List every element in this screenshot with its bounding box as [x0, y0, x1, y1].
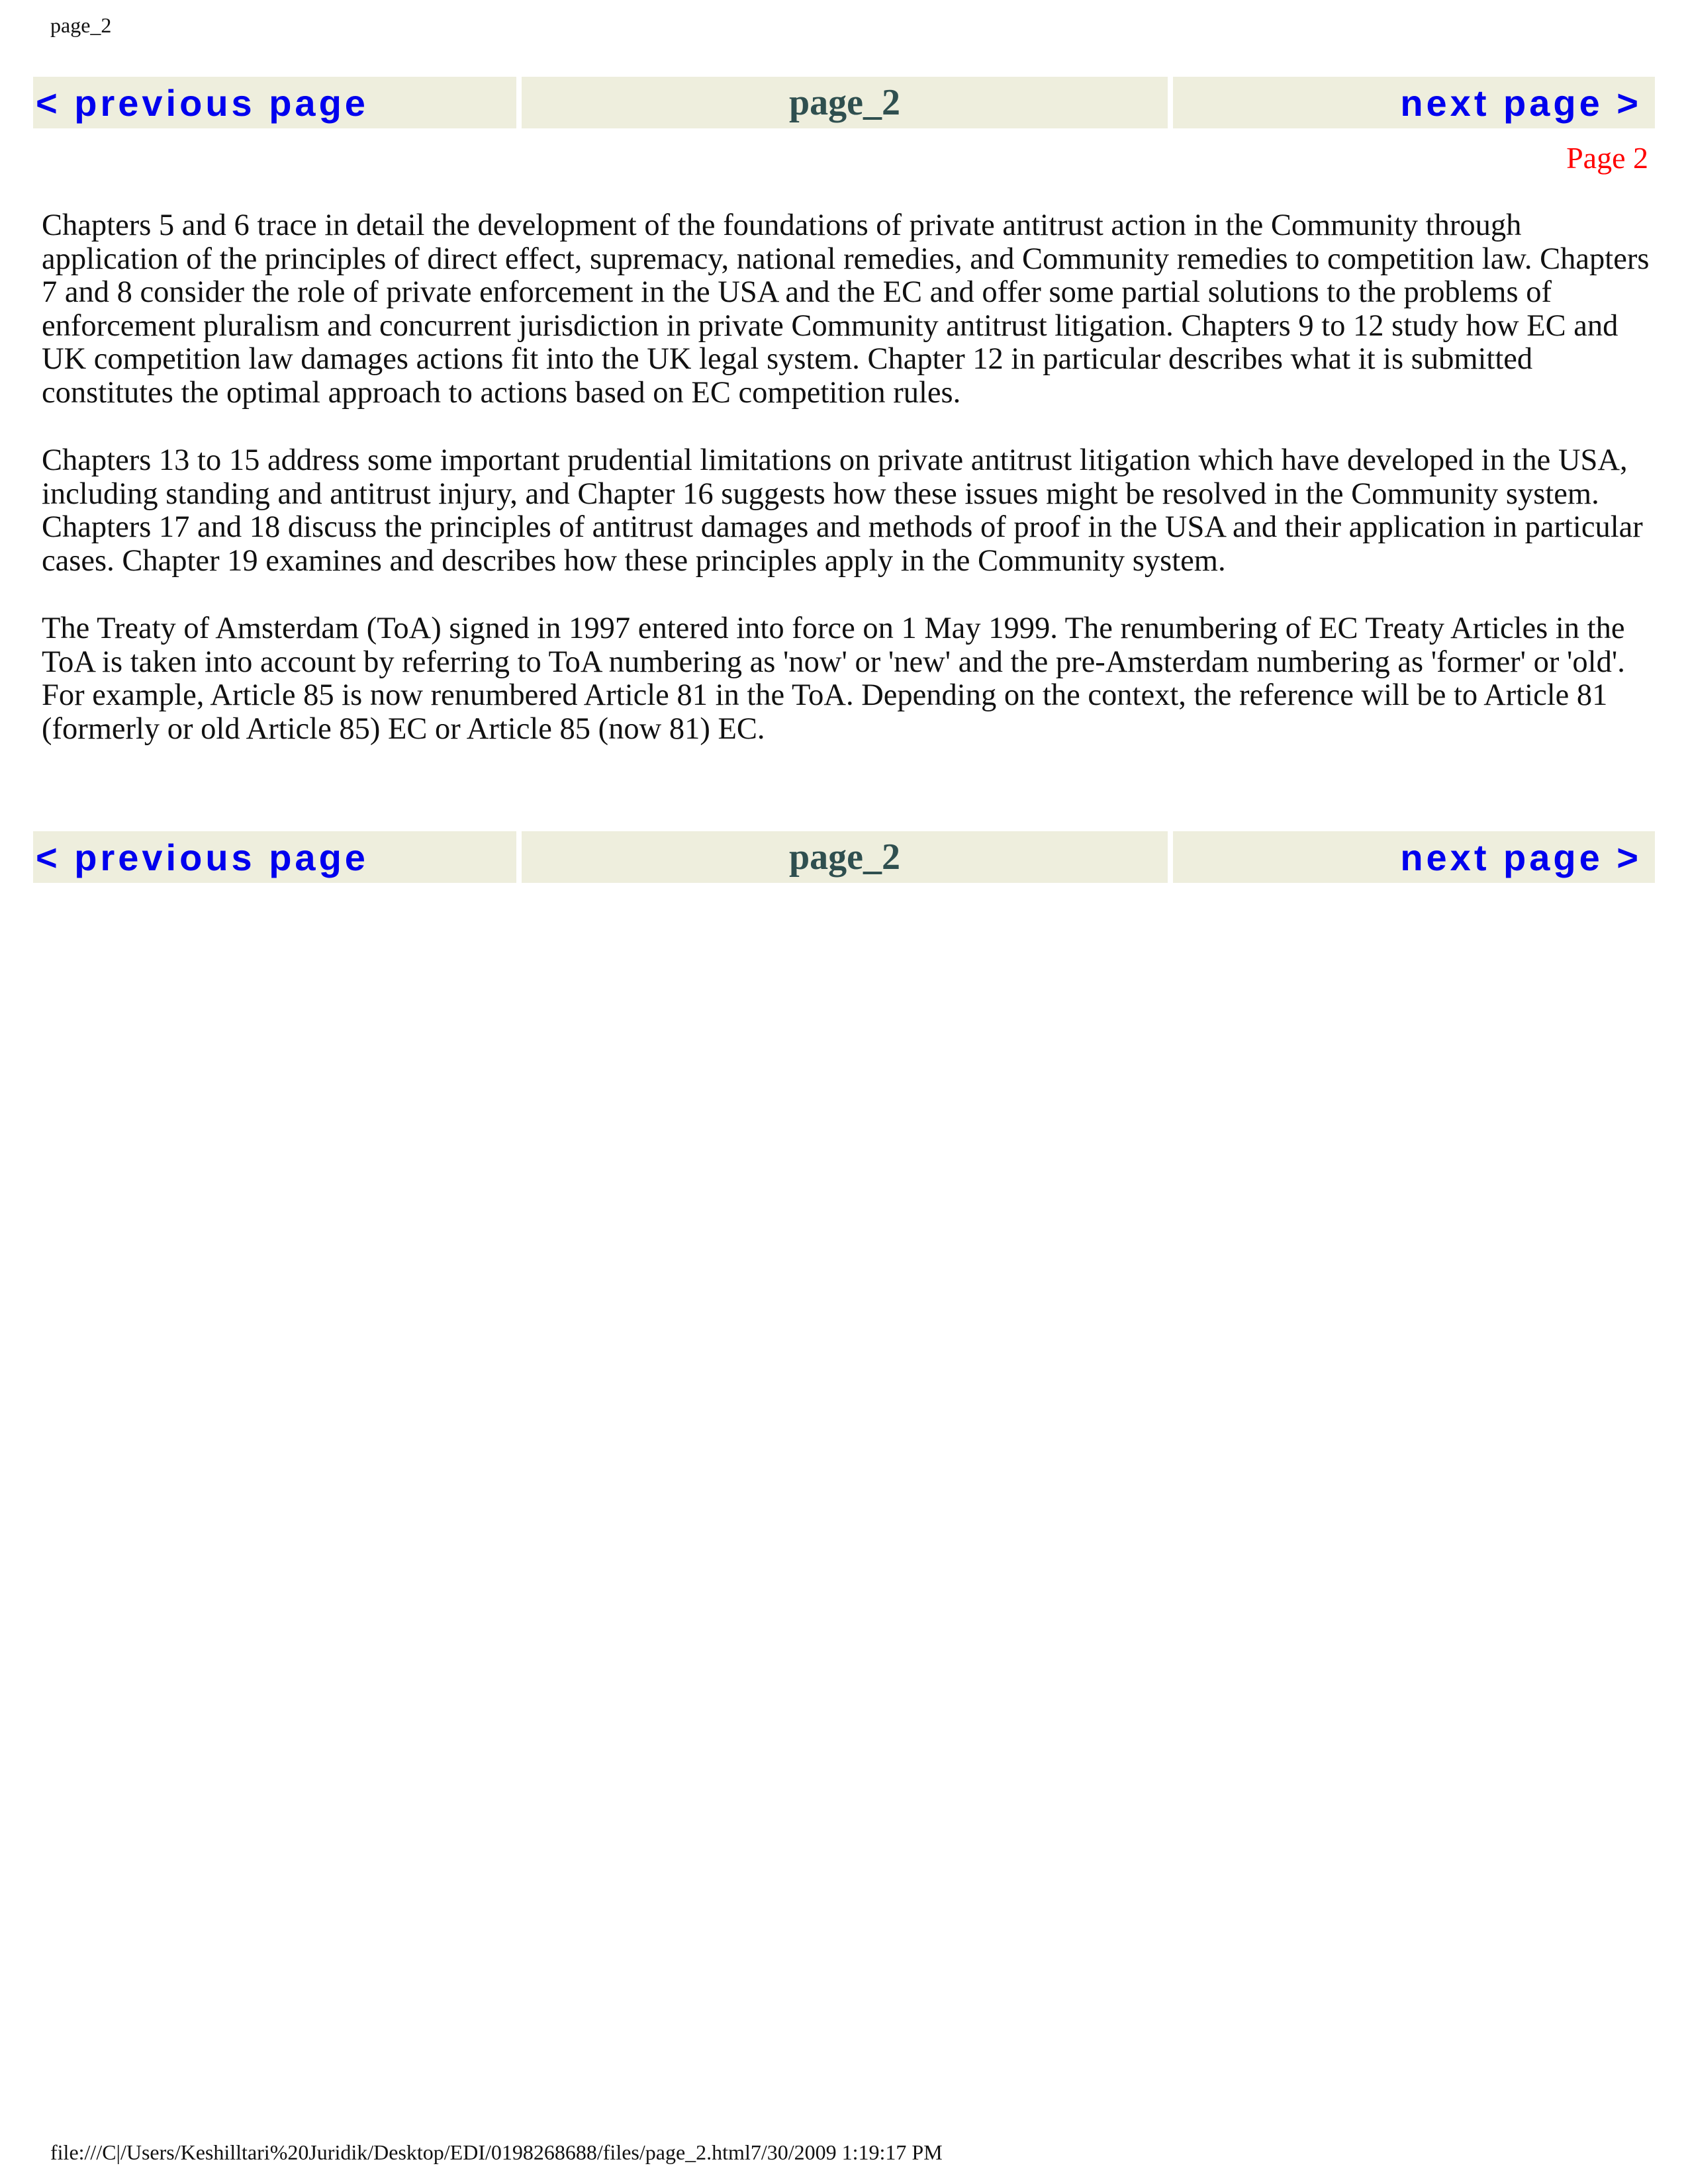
- bottom-navigation-bar: [33, 831, 1655, 883]
- nav-next-cell: [1173, 77, 1655, 128]
- paragraph-1: Chapters 5 and 6 trace in detail the development of the foundations of private antitrust action in the Community through application of the principles of direct effect, supremacy, national remedies, and Community remedies to competition law. Chapters 7 and 8 consider the role of private enforcement in the USA and the EC and offer some partial solutions to the problems of enforcement pluralism and concurrent jurisdiction in private Community antitrust litigation. Chapters 9 to 12 study how EC and UK competition law damages actions fit into the UK legal system. Chapter 12 in particular describes what it is submitted constitutes the optimal approach to actions based on EC competition rules.: [42, 208, 1650, 410]
- top-navigation-bar: [33, 77, 1655, 128]
- nav-next-cell-bottom: [1173, 831, 1655, 883]
- next-page-link-bottom[interactable]: next page >: [1400, 836, 1642, 878]
- main-content: [42, 209, 1650, 780]
- nav-page-title: page_2: [789, 82, 900, 123]
- paragraph-3: The Treaty of Amsterdam (ToA) signed in 1997 entered into force on 1 May 1999. The renumbering of EC Treaty Articles in the ToA is taken into account by referring to ToA numbering as 'now' or 'new' and the pre-Amsterdam numbering as 'former' or 'old'. For example, Article 85 is now renumbered Article 81 in the ToA. Depending on the context, the reference will be to Article 81 (formerly or old Article 85) EC or Article 85 (now 81) EC.: [42, 612, 1625, 746]
- print-footer: file:///C|/Users/Keshilltari%20Juridik/Desktop/EDI/0198268688/files/page_2.html7/30/2009 1:19:17 PM: [50, 2140, 943, 2164]
- paragraph-2: Chapters 13 to 15 address some important prudential limitations on private antitrust litigation which have developed in the USA, including standing and antitrust injury, and Chapter 16 suggests how these issues might be resolved in the Community system. Chapters 17 and 18 discuss the principles of antitrust damages and methods of proof in the USA and their application in particular cases. Chapter 19 examines and describes how these principles apply in the Community system.: [42, 443, 1643, 578]
- nav-title-cell: [522, 77, 1168, 128]
- nav-page-title-bottom: page_2: [789, 837, 900, 878]
- page-number: Page 2: [1566, 141, 1648, 175]
- previous-page-link-bottom[interactable]: < previous page: [36, 836, 369, 878]
- next-page-link[interactable]: next page >: [1400, 81, 1642, 124]
- nav-title-cell-bottom: [522, 831, 1168, 883]
- nav-previous-cell-bottom: [33, 831, 516, 883]
- previous-page-link[interactable]: < previous page: [36, 81, 369, 124]
- print-header: page_2: [50, 13, 112, 37]
- nav-previous-cell: [33, 77, 516, 128]
